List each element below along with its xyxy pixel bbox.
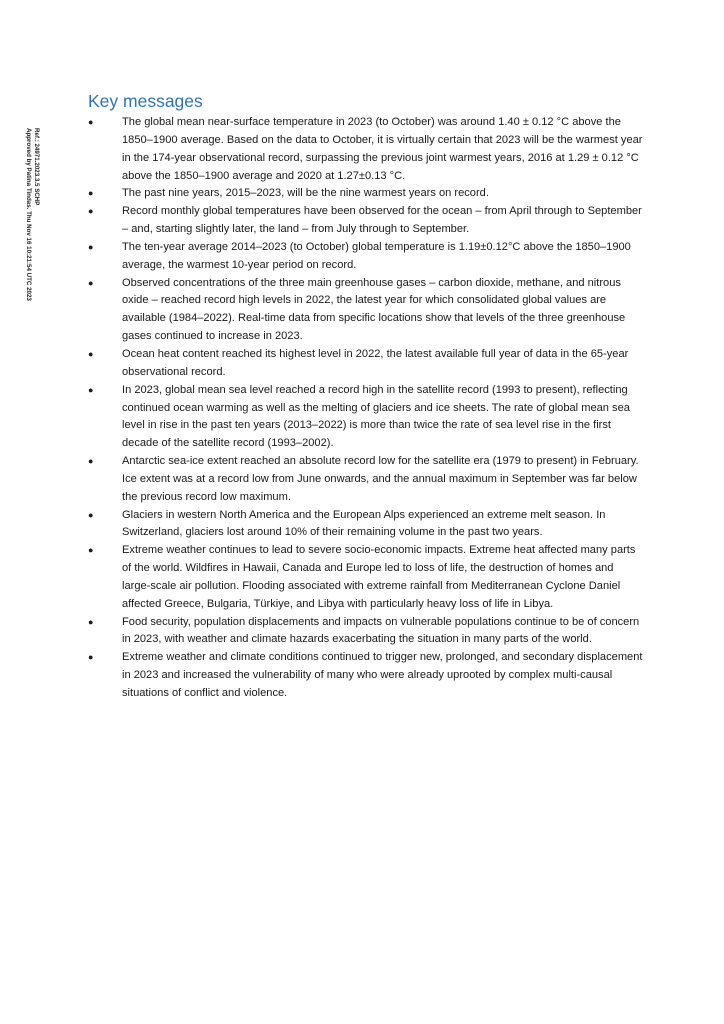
key-message-item (88, 239, 644, 275)
approval-stamp-ref: Ref.: 24971.2023.3.5 SCHP (33, 128, 40, 206)
key-message-text: Extreme weather and climate conditions continued to trigger new, prolonged, and secondary displacement in 2023 and increased the vulnerability of many who were already uprooted by complex multi-causal situations of conflict and violence. (122, 651, 643, 699)
key-message-text: The past nine years, 2015–2023, will be the nine warmest years on record. (122, 187, 489, 200)
key-message-item (88, 649, 644, 703)
approval-stamp-approval: Approved by Patina Tindas. Thu Nov 16 10:21:54 UTC 2023 (25, 128, 33, 301)
bullet-icon: ● (88, 545, 94, 556)
key-message-item (88, 275, 644, 346)
key-message-text: Glaciers in western North America and the European Alps experienced an extreme melt season. In Switzerland, glaciers lost around 10% of their remaining volume in the past two years. (122, 508, 606, 539)
key-message-item (88, 114, 644, 185)
key-message-text: Food security, population displacements and impacts on vulnerable populations continue to be of concern in 2023, with weather and climate hazards exacerbating the situation in many parts of the world. (122, 615, 640, 646)
bullet-icon: ● (88, 652, 94, 663)
key-message-text: The ten-year average 2014–2023 (to October) global temperature is 1.19±0.12°C above the 1850–1900 average, the warmest 10-year period on record. (122, 240, 631, 271)
key-message-text: Record monthly global temperatures have been observed for the ocean – from April through to September – and, starting slightly later, the land – from July through to September. (122, 205, 642, 236)
key-message-text: In 2023, global mean sea level reached a record high in the satellite record (1993 to present), reflecting continued ocean warming as well as the melting of glaciers and ice sheets. The rate of global mean sea level in rise in the past ten years (2013–2022) is more than twice the rate of sea level rise in the first decade of the satellite record (1993–2002). (122, 383, 630, 450)
key-message-item (88, 346, 644, 382)
key-message-text: Ocean heat content reached its highest level in 2022, the latest available full year of data in the 65-year observational record. (122, 347, 629, 378)
key-messages-list (88, 114, 644, 703)
key-message-text: Antarctic sea-ice extent reached an absolute record low for the satellite era (1979 to present) in February. Ice extent was at a record low from June onwards, and the annual maximum in September was far below the previous record low maximum. (122, 455, 639, 503)
key-message-text: The global mean near-surface temperature in 2023 (to October) was around 1.40 ± 0.12 °C above the 1850–1900 average. Based on the data to October, it is virtually certain that 2023 will be the warmest year in the 174-year observational record, surpassing the previous joint warmest years, 2016 at 1.29 ± 0.12 °C above the 1850–1900 average and 2020 at 1.27±0.13 °C. (122, 116, 643, 182)
key-message-item (88, 382, 644, 453)
bullet-icon: ● (88, 241, 94, 252)
bullet-icon: ● (88, 117, 94, 127)
key-message-item (88, 185, 644, 203)
key-message-text: Observed concentrations of the three main greenhouse gases – carbon dioxide, methane, and nitrous oxide – reached record high levels in 2022, the latest year for which consolidated global values are available (1984–2022). Real-time data from specific locations show that levels of the three greenhouse gases continued to increase in 2023. (122, 276, 626, 343)
key-message-item (88, 542, 644, 613)
bullet-icon: ● (88, 206, 94, 217)
bullet-icon: ● (88, 348, 94, 359)
bullet-icon: ● (88, 509, 94, 520)
key-message-item (88, 203, 644, 239)
approval-stamp (25, 128, 40, 338)
key-message-item (88, 614, 644, 650)
bullet-icon: ● (88, 277, 94, 288)
key-message-item (88, 507, 644, 543)
key-message-text: Extreme weather continues to lead to severe socio-economic impacts. Extreme heat affected many parts of the world. Wildfires in Hawaii, Canada and Europe led to loss of life, the destruction of homes and large-scale air pollution. Flooding associated with extreme rainfall from Mediterranean Cyclone Daniel affected Greece, Bulgaria, Türkiye, and Libya with particularly heavy loss of life in Libya. (122, 544, 636, 610)
key-message-item (88, 453, 644, 507)
bullet-icon: ● (88, 616, 94, 627)
bullet-icon: ● (88, 456, 94, 467)
bullet-icon: ● (88, 384, 94, 395)
section-heading: Key messages (88, 91, 203, 111)
bullet-icon: ● (88, 188, 94, 199)
